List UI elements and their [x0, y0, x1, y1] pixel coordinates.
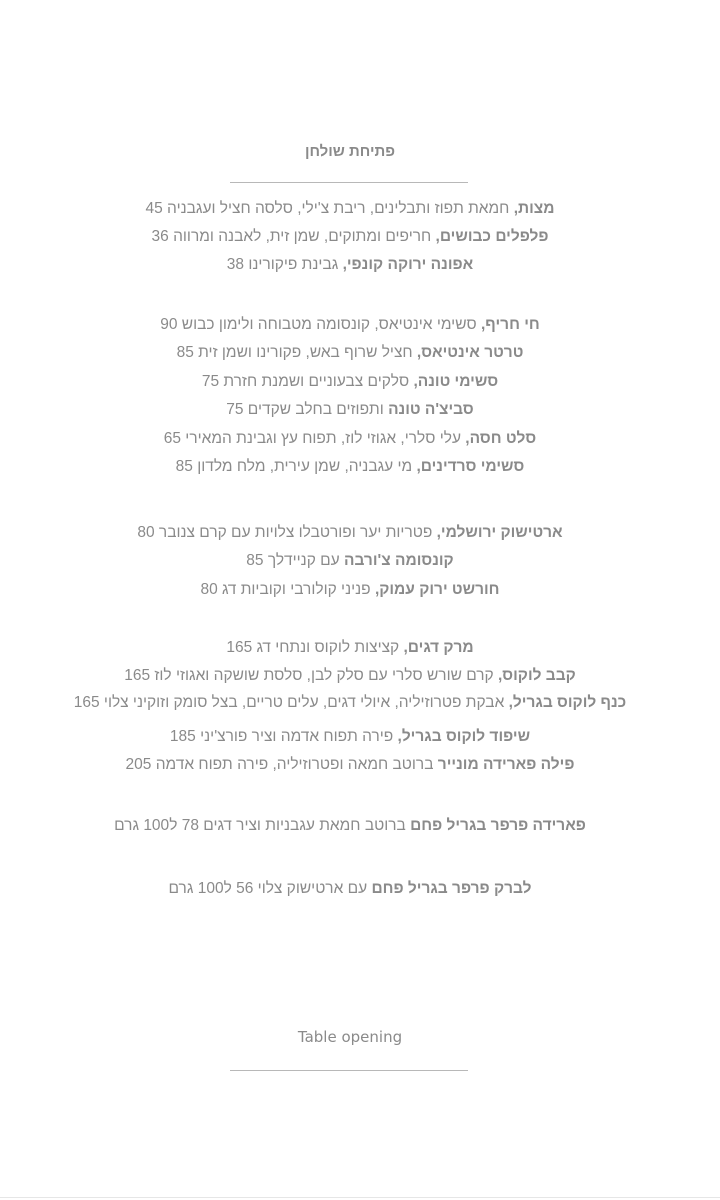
menu-item-description: פטריות יער ופורטבלו צלויות עם קרם צנובר 80 — [137, 524, 437, 541]
menu-item-description: עלי סלרי, אגוזי לוז, תפוח עץ וגבינת המאירי 65 — [163, 430, 466, 447]
menu-item-description: ותפוזים בחלב שקדים 75 — [226, 401, 389, 418]
menu-item — [0, 666, 700, 686]
menu-item — [0, 879, 700, 899]
menu-item-description: חמאת תפוז ותבלינים, ריבת צ'ילי, סלסה חציל ועגבניה 45 — [145, 200, 514, 217]
menu-item-name: טרטר אינטיאס, — [416, 344, 524, 361]
footer-divider — [230, 1070, 468, 1071]
menu-item-name: קונסומה צ'ורבה — [344, 552, 454, 569]
menu-item-description: חציל שרוף באש, פקורינו ושמן זית 85 — [176, 344, 417, 361]
menu-item-name: פילה פארידה מונייר — [437, 756, 575, 773]
menu-item-name: מצות, — [513, 200, 555, 217]
menu-item-description: סלקים צבעוניים ושמנת חזרת 75 — [201, 373, 414, 390]
menu-item-description: מי עגבניה, שמן עירית, מלח מלדון 85 — [175, 458, 417, 475]
menu-item — [0, 523, 700, 543]
menu-item-name: אפונה ירוקה קונפי, — [342, 256, 474, 273]
menu-item-name: חורשט ירוק עמוק, — [374, 581, 500, 598]
menu-item-description: אבקת פטרוזיליה, איולי דגים, עלים טריים, בצל סומק וזוקיני צלוי 165 — [73, 694, 509, 711]
menu-item-description: עם קניידלך 85 — [246, 552, 344, 569]
menu-item-name: חי חריף, — [481, 316, 540, 333]
menu-item-description: ברוטב חמאה ופטרוזיליה, פירה תפוח אדמה 205 — [125, 756, 438, 773]
menu-item — [0, 315, 700, 335]
menu-item — [0, 343, 700, 363]
menu-item-description: ברוטב חמאת עגבניות וציר דגים 78 ל100 גרם — [114, 817, 411, 834]
title-divider — [230, 182, 468, 183]
menu-item — [0, 400, 700, 420]
menu-item-description: פניני קולורבי וקוביות דג 80 — [200, 581, 375, 598]
menu-item-name: פלפלים כבושים, — [435, 228, 549, 245]
menu-item — [0, 372, 700, 392]
menu-item-name: פארידה פרפר בגריל פחם — [410, 817, 586, 834]
menu-item — [0, 199, 700, 219]
menu-item-description: פירה תפוח אדמה וציר פורצ'יני 185 — [169, 728, 398, 745]
menu-item-name: סלט חסה, — [465, 430, 537, 447]
menu-item — [0, 727, 700, 747]
menu-item-name: מרק דגים, — [403, 639, 474, 656]
menu-item-name: קבב לוקוס, — [498, 667, 576, 684]
menu-item-name: סשימי טונה, — [413, 373, 499, 390]
menu-item — [0, 816, 700, 836]
menu-title-english: Table opening — [297, 1028, 403, 1046]
menu-item-description: גבינת פיקורינו 38 — [226, 256, 343, 273]
menu-item-description: חריפים ומתוקים, שמן זית, לאבנה ומרווה 36 — [151, 228, 436, 245]
menu-item — [0, 755, 700, 775]
menu-item — [0, 580, 700, 600]
menu-item-description: סשימי אינטיאס, קונסומה מטבוחה ולימון כבוש 90 — [160, 316, 481, 333]
menu-item — [0, 429, 700, 449]
menu-item-name: לברק פרפר בגריל פחם — [371, 880, 532, 897]
menu-item-description: עם ארטישוק צלוי 56 ל100 גרם — [168, 880, 372, 897]
menu-item — [0, 255, 700, 275]
menu-item — [0, 693, 700, 713]
menu-item-name: שיפוד לוקוס בגריל, — [397, 728, 531, 745]
menu-item-name: סשימי סרדינים, — [416, 458, 525, 475]
menu-item — [0, 227, 700, 247]
menu-item-name: כנף לוקוס בגריל, — [508, 694, 627, 711]
menu-title: פתיחת שולחן — [304, 143, 396, 160]
menu-item-description: קרם שורש סלרי עם סלק לבן, סלסת שושקה ואגוזי לוז 165 — [124, 667, 498, 684]
menu-item — [0, 457, 700, 477]
menu-item-name: סביצ'ה טונה — [388, 401, 474, 418]
menu-item-description: קציצות לוקוס ונתחי דג 165 — [226, 639, 404, 656]
menu-item — [0, 638, 700, 658]
page-edge-line — [0, 1197, 720, 1198]
menu-item-name: ארטישוק ירושלמי, — [436, 524, 563, 541]
menu-item — [0, 551, 700, 571]
